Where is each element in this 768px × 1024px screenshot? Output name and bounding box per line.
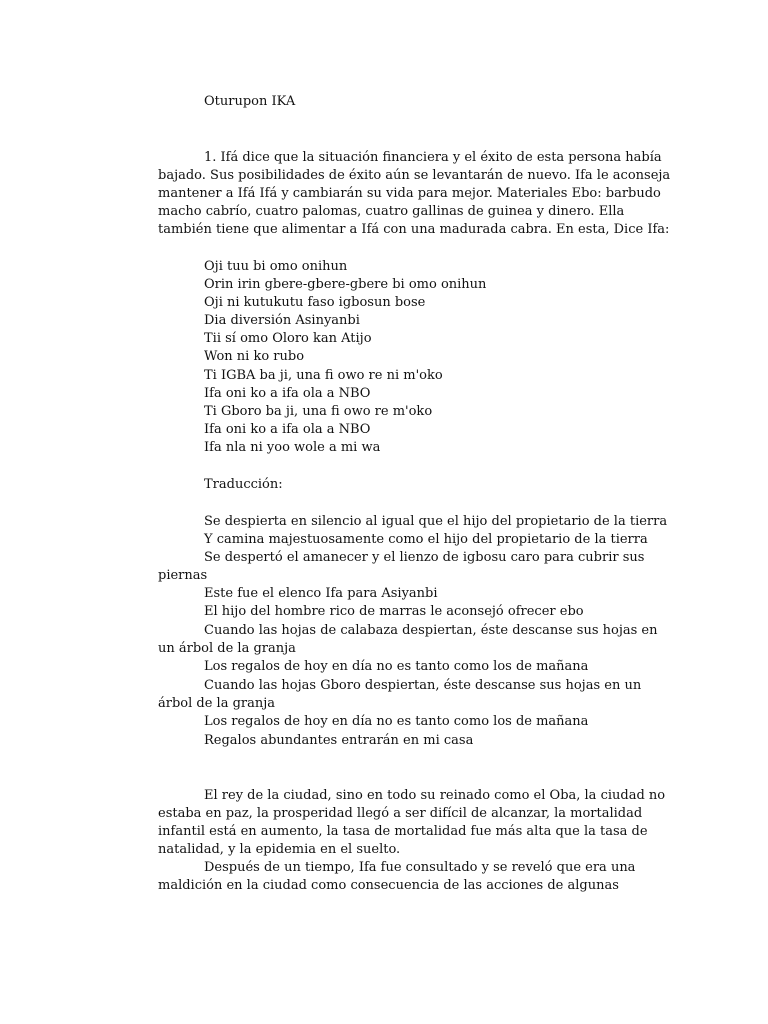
verse-line: Ifa oni ko a ifa ola a NBO [204, 386, 371, 401]
translation-line: Los regalos de hoy en día no es tanto como los de mañana [204, 714, 589, 729]
intro-line: macho cabrío, cuatro palomas, cuatro gallinas de guinea y dinero. Ella [158, 204, 625, 219]
translation-line: Este fue el elenco Ifa para Asiyanbi [204, 586, 438, 601]
translation-line: Cuando las hojas Gboro despiertan, éste descanse sus hojas en un [204, 678, 642, 693]
verse-line: Oji ni kutukutu faso igbosun bose [204, 295, 426, 310]
intro-line: también tiene que alimentar a Ifá con una madurada cabra. En esta, Dice Ifa: [158, 222, 670, 237]
translation-line: El hijo del hombre rico de marras le aconsejó ofrecer ebo [204, 604, 584, 619]
translation-line: Regalos abundantes entrarán en mi casa [204, 733, 474, 748]
story-line: Después de un tiempo, Ifa fue consultado y se reveló que era una [204, 860, 636, 875]
verse-line: Tii sí omo Oloro kan Atijo [204, 331, 372, 346]
story-line: El rey de la ciudad, sino en todo su reinado como el Oba, la ciudad no [204, 788, 666, 803]
translation-line: Se despertó el amanecer y el lienzo de igbosu caro para cubrir sus [204, 550, 645, 565]
translation-line: Y camina majestuosamente como el hijo del propietario de la tierra [204, 532, 648, 547]
verse-line: Orin irin gbere-gbere-gbere bi omo onihun [204, 277, 487, 292]
story-line: infantil está en aumento, la tasa de mortalidad fue más alta que la tasa de [158, 824, 648, 839]
story-line: maldición en la ciudad como consecuencia de las acciones de algunas [158, 878, 619, 893]
verse-line: Won ni ko rubo [204, 349, 305, 364]
intro-line: bajado. Sus posibilidades de éxito aún se levantarán de nuevo. Ifa le aconseja [158, 168, 671, 183]
translation-heading: Traducción: [204, 477, 283, 492]
intro-line: 1. Ifá dice que la situación financiera y el éxito de esta persona había [204, 150, 662, 165]
verse-line: Ifa oni ko a ifa ola a NBO [204, 422, 371, 437]
verse-line: Ti Gboro ba ji, una fi owo re m'oko [204, 404, 433, 419]
intro-line: mantener a Ifá Ifá y cambiarán su vida para mejor. Materiales Ebo: barbudo [158, 186, 661, 201]
verse-line: Oji tuu bi omo onihun [204, 259, 348, 274]
translation-line: Se despierta en silencio al igual que el hijo del propietario de la tierra [204, 514, 668, 529]
translation-line: Cuando las hojas de calabaza despiertan, éste descanse sus hojas en [204, 623, 658, 638]
translation-line: árbol de la granja [158, 696, 276, 711]
verse-line: Ifa nla ni yoo wole a mi wa [204, 440, 381, 455]
verse-line: Dia diversión Asinyanbi [204, 313, 360, 328]
translation-line: Los regalos de hoy en día no es tanto como los de mañana [204, 659, 589, 674]
document-title: Oturupon IKA [204, 94, 296, 109]
story-line: estaba en paz, la prosperidad llegó a ser difícil de alcanzar, la mortalidad [158, 806, 643, 821]
translation-line: un árbol de la granja [158, 641, 296, 656]
translation-line: piernas [158, 568, 208, 583]
verse-line: Ti IGBA ba ji, una fi owo re ni m'oko [204, 368, 443, 383]
story-line: natalidad, y la epidemia en el suelto. [158, 842, 401, 857]
